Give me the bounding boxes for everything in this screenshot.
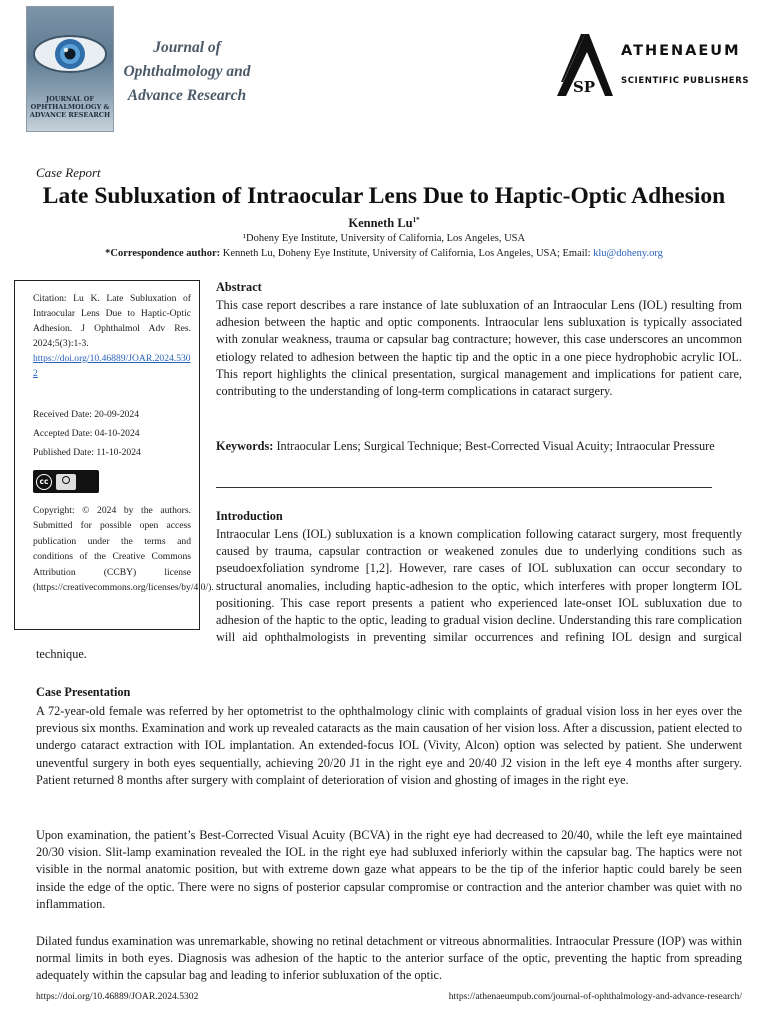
accepted-date: Accepted Date: 04-10-2024 [33, 428, 140, 439]
author-name: Kenneth Lu [348, 216, 413, 231]
introduction-heading: Introduction [216, 509, 283, 523]
sidebar-float-spacer [36, 526, 216, 646]
cover-text: JOURNAL OF OPHTHALMOLOGY & ADVANCE RESEARCH [29, 95, 111, 119]
dates-block [33, 407, 191, 460]
introduction-text: Intraocular Lens (IOL) subluxation is a known complication following cataract surgery, most frequently caused by trauma, capsular contraction or weakened zonules due to underlying conditions such as pseudoexfoliation syndrome [1,2]. However, rare cases of IOL subluxation can occur secondary to structural anomalies, including haptic-adhesion to the optic, which interferes with proper longterm IOL positioning. This case report presents a patient who experienced late-onset IOL subluxation due to adhesion of the haptic to the optic, leading to gradual vision decline. Understanding this rare complication will aid ophthalmologists in preventing similar occurrences and refining IOL design and surgical technique. [36, 527, 742, 662]
affiliation: ¹Doheny Eye Institute, University of California, Los Angeles, USA [242, 233, 526, 244]
by-attribution-icon [56, 474, 76, 490]
email-link[interactable]: klu@doheny.org [593, 248, 663, 259]
publisher-logo-letters: SP [572, 78, 596, 96]
case-paragraph-1: A 72-year-old female was referred by her optometrist to the ophthalmology clinic with complaints of gradual vision loss in her eyes over the previous six months. Examination and work up revealed cataracts as the main causation of her vision loss. After a discussion, patient elected to undergo cataract extraction with IOL implantation. An extended-focus IOL (Vivity, Alcon) option was selected by patient. She underwent uneventful surgery in both eyes sequentially, achieving 20/20 J1 in the right eye and 20/40 J2 vision in the left eye 4 months after surgery. Patient returned 8 months after surgery with complaint of deterioration of vision and ghosting of images in the right eye. [36, 704, 742, 787]
article-type: Case Report [36, 165, 101, 180]
citation-text: Citation: Lu K. Late Subluxation of Intraocular Lens Due to Haptic-Optic Adhesion. J Ophthalmol Adv Res. 2024;5(3):1-3. [33, 293, 191, 349]
footer-doi[interactable]: https://doi.org/10.46889/JOAR.2024.5302 [36, 991, 199, 1002]
received-date: Received Date: 20-09-2024 [33, 409, 140, 420]
cc-by-license-icon[interactable] [33, 470, 99, 493]
introduction-section [36, 526, 742, 664]
eye-icon [33, 25, 107, 83]
keywords [216, 438, 742, 455]
publisher-subtitle: SCIENTIFIC PUBLISHERS [621, 76, 750, 86]
footer-url[interactable]: https://athenaeumpub.com/journal-of-ophthalmology-and-advance-research/ [448, 991, 742, 1002]
author-marks: 1* [412, 216, 420, 224]
published-date: Published Date: 11-10-2024 [33, 447, 141, 458]
copyright-text: Copyright: © 2024 by the authors. Submitted for possible open access publication under the terms and conditions of the Creative Commons Attribution (CCBY) license (https://creativecommons.org/licenses/by/4.0/). [33, 505, 214, 594]
doi-link[interactable]: https://doi.org/10.46889/JOAR.2024.5302 [33, 353, 191, 379]
case-paragraph-2: Upon examination, the patient’s Best-Corrected Visual Acuity (BCVA) in the right eye had decreased to 20/40, while the left eye maintained 20/30 vision. Slit-lamp examination revealed the IOL in the right eye had subluxed inferiorly within the capsular bag. The haptics were not visible in the normal anatomic position, but with extreme down gaze what appears to be the tip of the inferior haptic could barely be seen inside the edge of the optic. There were no signs of posterior capsular compromise or contraction and the anterior chamber was quiet with no inflammation. [36, 828, 742, 911]
article-title: Late Subluxation of Intraocular Lens Due to Haptic-Optic Adhesion [42, 183, 726, 209]
case-presentation-heading: Case Presentation [36, 685, 131, 699]
journal-title: Journal of Ophthalmology and Advance Research [123, 39, 251, 104]
cc-icon: cc [36, 474, 52, 490]
keywords-list: Intraocular Lens; Surgical Technique; Best-Corrected Visual Acuity; Intraocular Pressure [273, 439, 715, 453]
author-line [0, 216, 768, 231]
journal-cover-image [26, 6, 114, 132]
abstract-heading: Abstract [216, 280, 262, 294]
publisher-logo-icon [551, 30, 617, 98]
case-paragraph-3: Dilated fundus examination was unremarkable, showing no retinal detachment or vitreous abnormalities. Intraocular Pressure (IOP) was within normal limits in both eyes. Diagnosis was adhesion of the haptic to the anterior surface of the optic, preventing the haptic from spreading adequately within the capsular bag and leading to inferior subluxation of the optic. [36, 934, 742, 983]
correspondence-label: *Correspondence author: [105, 248, 221, 259]
correspondence [0, 248, 768, 259]
correspondence-text: Kenneth Lu, Doheny Eye Institute, University of California, Los Angeles, USA; Email: [220, 248, 594, 259]
publisher-name: ATHENAEUM [621, 43, 741, 59]
abstract-text: This case report describes a rare instance of late subluxation of an Intraocular Lens (IOL) resulting from adhesion between the haptic and optic components. Intraocular lens subluxation is typically associated with zonular weakness, trauma or capsular bag contracture; however, this case underscores an uncommon etiology related to adhesion between the haptic tip and the optic in a one piece hydrophobic acrylic IOL. This report highlights the clinical presentation, surgical management and implications for patient care, contributing to the understanding of long-term complications in cataract surgery. [216, 298, 742, 399]
section-divider [216, 487, 712, 488]
keywords-label: Keywords: [216, 439, 274, 453]
